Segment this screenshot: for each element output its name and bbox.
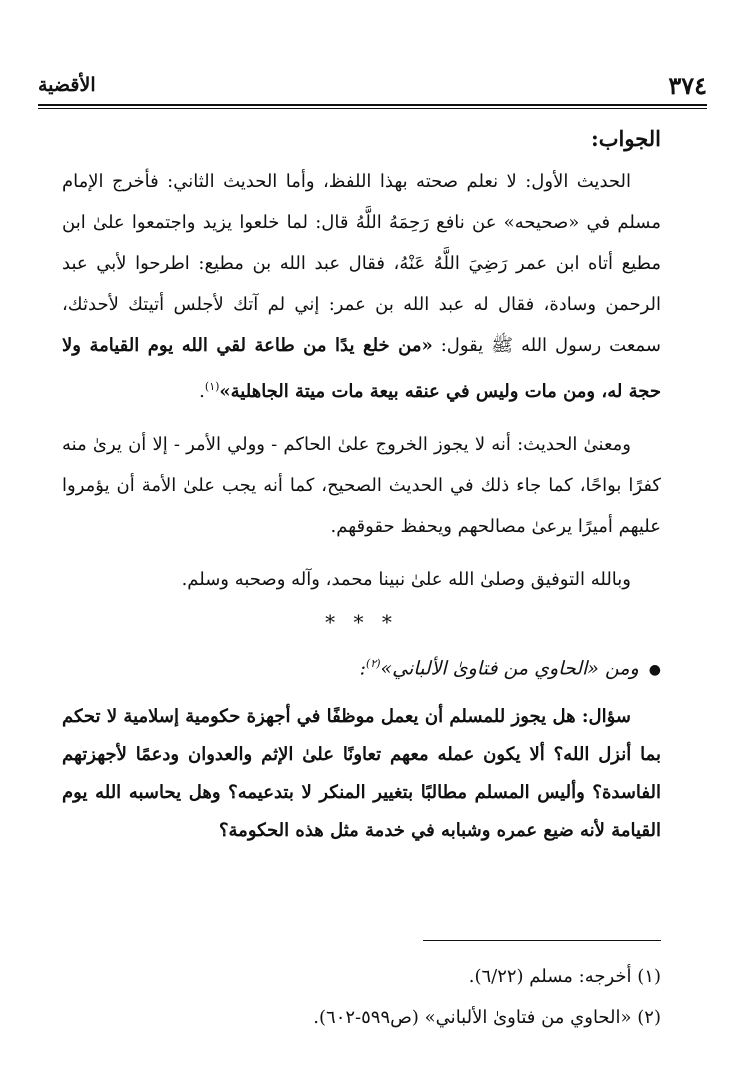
section-colon: : [359, 657, 367, 680]
question-label: سؤال: [581, 706, 631, 728]
header-rule [38, 104, 707, 109]
page-header [38, 68, 707, 102]
footnote-1: (١) أخرجه: مسلم (٦/٢٢). [468, 966, 661, 987]
question-text: هل يجوز للمسلم أن يعمل موظفًا في أجهزة حكومية إسلامية لا تحكم بما أنزل الله؟ ألا يكون عمله معهم تعاونًا علىٰ الإثم والعدوان ودعمًا لأجهزتهم الفاسدة؟ وأليس المسلم مطالبًا بتغيير المنكر لا بتدعيمه؟ وهل يحاسبه الله يوم القيامة لأنه ضيع عمره وشبابه في خدمة مثل هذه الحكومة؟ [62, 706, 661, 842]
paragraph-closing: وبالله التوفيق وصلىٰ الله علىٰ نبينا محمد، وآله وصحبه وسلم. [181, 569, 631, 590]
section-separator: * * * [325, 610, 398, 634]
running-head: الأقضية [38, 74, 96, 96]
question-paragraph [62, 698, 661, 850]
section-title [40, 644, 661, 690]
paragraph-end: . [199, 381, 205, 402]
page-body [62, 120, 661, 850]
paragraph-meaning: ومعنىٰ الحديث: أنه لا يجوز الخروج علىٰ الحاكم - وولي الأمر - إلا أن يرىٰ منه كفرًا بواحًا، كما جاء ذلك في الحديث الصحيح، كما أنه يجب علىٰ الأمة أن يؤمروا عليهم أميرًا يرعىٰ مصالحهم ويحفظ حقوقهم. [62, 434, 661, 537]
hadith-quote: «من خلع يدًا من طاعة لقي الله يوم القيامة ولا حجة له، ومن مات وليس في عنقه بيعة مات ميتة الجاهلية» [62, 335, 661, 402]
footnote-ref-1: (١) [204, 380, 220, 393]
spacer [62, 412, 661, 424]
page-number: ٣٧٤ [668, 70, 707, 100]
section-title-text: ومن «الحاوي من فتاوىٰ الألباني» [380, 657, 639, 680]
footnote-2: (٢) «الحاوي من فتاوىٰ الألباني» (ص٥٩٩-٦٠٢). [313, 1007, 661, 1028]
answer-heading: الجواب: [591, 126, 661, 151]
spacer [62, 547, 661, 559]
footnote-ref-2: (٢) [366, 657, 381, 670]
footnotes [62, 956, 661, 1038]
paragraph-hadith [62, 161, 661, 412]
bullet-icon: ● [648, 662, 661, 679]
paragraph-text: الحديث الأول: لا نعلم صحته بهذا اللفظ، وأما الحديث الثاني: فأخرج الإمام مسلم في «صحيحه» عن نافع رَحِمَهُ اللَّهُ قال: لما خلعوا يزيد واجتمعوا علىٰ ابن مطيع أتاه ابن عمر رَضِيَ اللَّهُ عَنْهُ، فقال عبد الله بن مطيع: اطرحوا لأبي عبد الرحمن وسادة، فقال له عبد الله بن عمر: إني لم آتك لأجلس أتيتك لأحدثك، سمعت رسول الله ﷺ يقول: [62, 171, 661, 356]
footnote-rule [423, 940, 661, 941]
